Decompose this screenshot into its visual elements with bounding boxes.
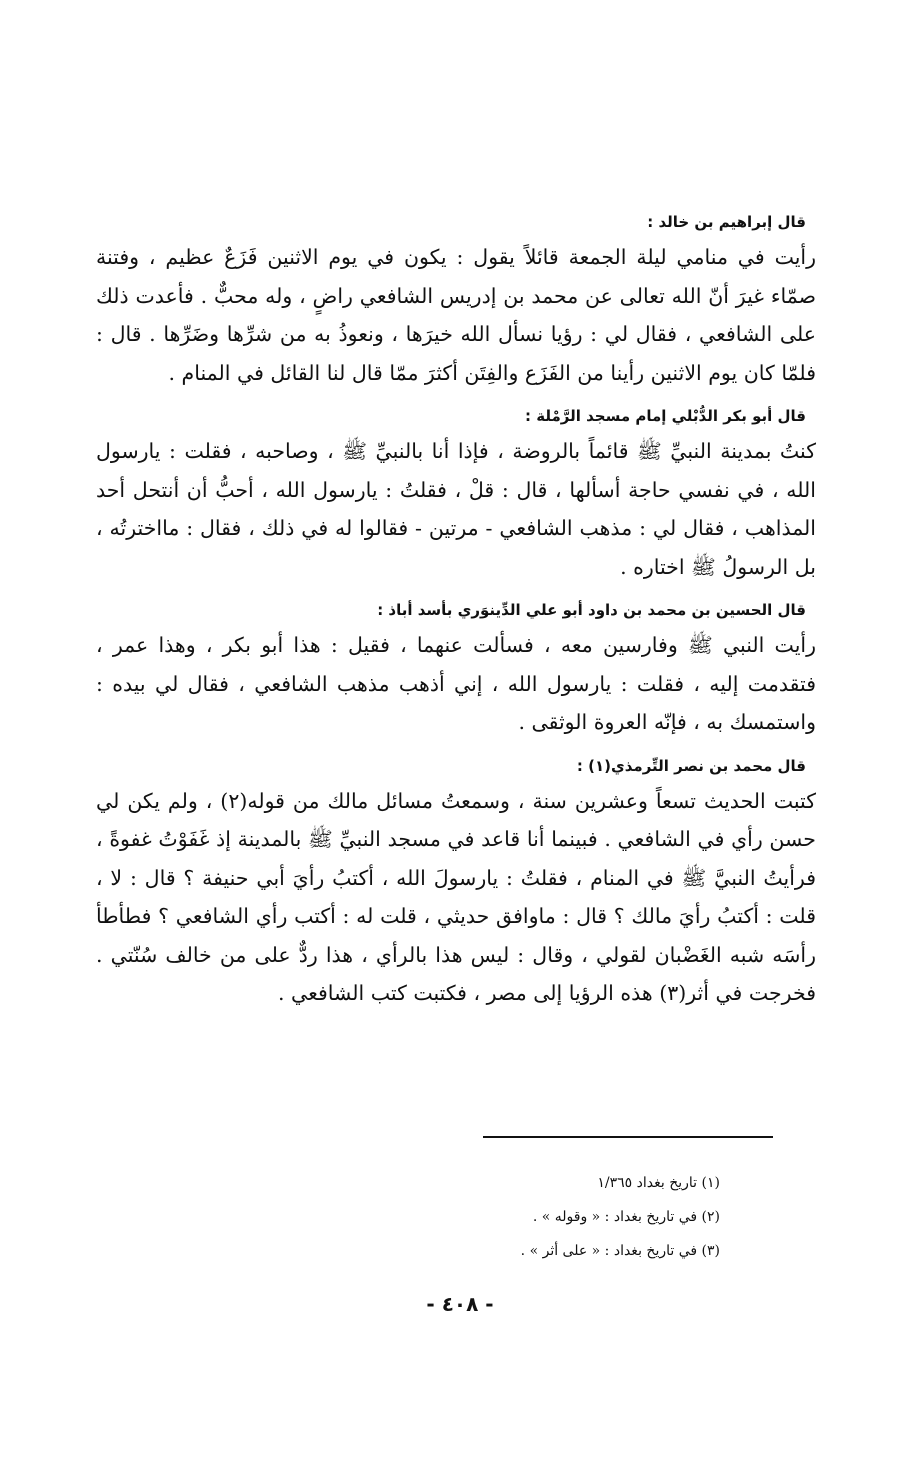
footnote-1: (١) تاريخ بغداد ١/٣٦٥ — [597, 1175, 720, 1191]
section-heading: قال أبو بكر الدُّبْلي إمام مسجد الرَّمْلة : — [525, 407, 806, 425]
section-paragraph: كتبت الحديث تسعاً وعشرين سنة ، وسمعتُ مسائل مالك من قوله(٢) ، ولم يكن لي حسن رأي في الشافعي . فبينما أنا قاعد في مسجد النبيِّ ﷺ بالمدينة إذ غَفَوْتُ غفوةً ، فرأيتُ النبيَّ ﷺ في المنام ، فقلتُ : يارسولَ الله ، أكتبُ رأيَ أبي حنيفة ؟ قال : لا ، قلت : أكتبُ رأيَ مالك ؟ قال : ماوافق حديثي ، قلت له : أكتب رأي الشافعي ؟ فطأطأ رأسَه شبه الغَضْبان لقولي ، وقال : ليس هذا بالرأي ، هذا ردٌّ على من خالف سُنّتي . فخرجت في أثر(٣) هذه الرؤيا إلى مصر ، فكتبت كتب الشافعي . — [96, 788, 816, 1005]
section-ibrahim — [96, 210, 816, 392]
footnote-divider — [483, 1136, 773, 1138]
footnotes — [400, 1166, 720, 1268]
section-heading: قال إبراهيم بن خالد : — [647, 213, 806, 231]
section-tirmidhi — [96, 754, 816, 1013]
footnote-3: (٣) في تاريخ بغداد : « على أثر » . — [520, 1243, 720, 1259]
section-paragraph: رأيت في منامي ليلة الجمعة قائلاً يقول : يكون في يوم الاثنين فَزَعٌ عظيم ، وفتنة صمّاء غيرَ أنّ الله تعالى عن محمد بن إدريس الشافعي راضٍ ، وله محبٌّ . فأعدت ذلك على الشافعي ، فقال لي : رؤيا نسأل الله خيرَها ، ونعوذُ به من شرِّها وضَرِّها . قال : فلمّا كان يوم الاثنين رأينا من الفَزَع والفِتَن أكثرَ ممّا قال لنا القائل في المنام . — [96, 245, 816, 385]
main-text — [96, 210, 816, 1025]
section-heading: قال الحسين بن محمد بن داود أبو علي الدِّينوَري بأسد أباذ : — [377, 601, 806, 619]
section-paragraph: رأيت النبي ﷺ وفارسين معه ، فسألت عنهما ، فقيل : هذا أبو بكر ، وهذا عمر ، فتقدمت إليه ، فقلت : يارسول الله ، إني أذهب مذهب الشافعي ، فقال لي بيده : واستمسك به ، فإنّه العروة الوثقى . — [96, 633, 816, 734]
footnote-2: (٢) في تاريخ بغداد : « وقوله » . — [532, 1209, 720, 1225]
section-husayn — [96, 598, 816, 742]
section-heading: قال محمد بن نصر التِّرمذي(١) : — [576, 756, 806, 775]
section-paragraph: كنتُ بمدينة النبيِّ ﷺ قائماً بالروضة ، فإذا أنا بالنبيِّ ﷺ ، وصاحبه ، فقلت : يارسول الله ، في نفسي حاجة أسألها ، قال : قلْ ، فقلتُ : يارسول الله ، أحبُّ أن أنتحل أحد المذاهب ، فقال لي : مذهب الشافعي - مرتين - فقالوا له في ذلك ، فقال : مااخترتُه ، بل الرسولُ ﷺ اختاره . — [96, 439, 816, 579]
page-number: - ٤٠٨ - — [426, 1292, 494, 1316]
section-abu-bakr — [96, 404, 816, 586]
